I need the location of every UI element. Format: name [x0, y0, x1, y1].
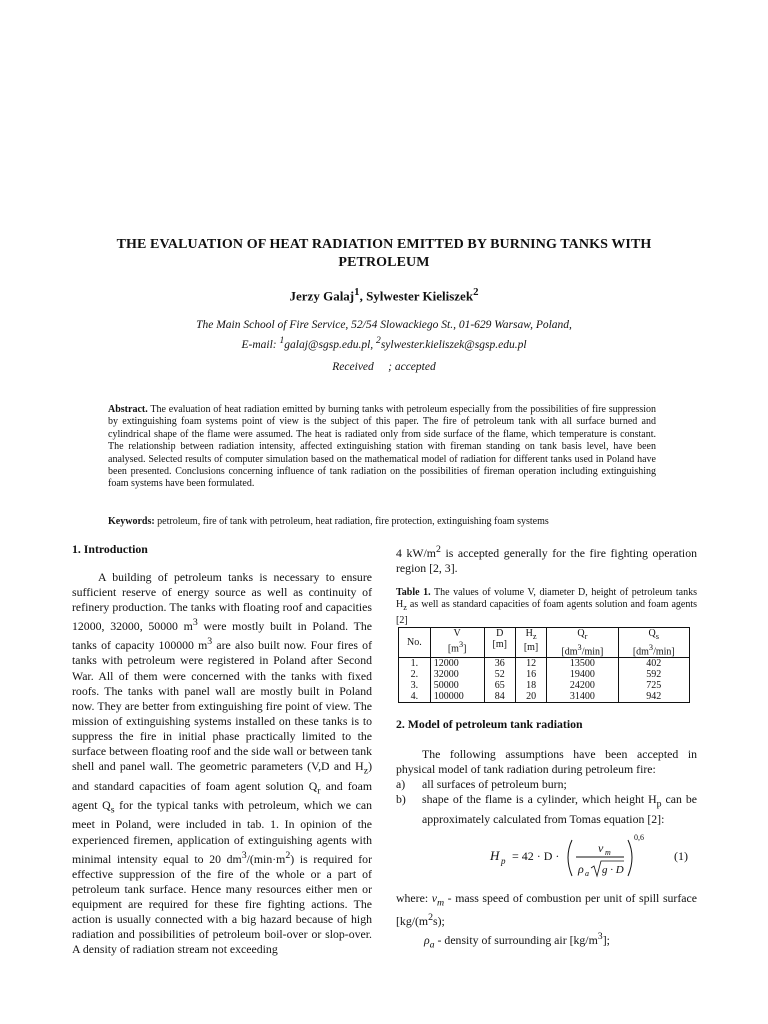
header-hz [515, 627, 546, 657]
sup: 2 [428, 912, 434, 924]
cell-hz: 12 [515, 658, 546, 670]
author-2: Sylwester Kieliszek [366, 288, 474, 304]
eq-lhs-sub: p [501, 856, 506, 866]
sup: 3 [458, 639, 464, 649]
text-run: and foam agent Q [72, 778, 372, 812]
text-run: [m [447, 643, 459, 655]
eq-den-rho: ρ [578, 862, 584, 876]
equation-1 [486, 832, 696, 882]
text-run: D [496, 627, 504, 639]
cell-qs: 725 [618, 680, 689, 691]
text-run: were mostly built in Poland. The tanks of capacity 100000 m [72, 619, 372, 653]
text-run: A building of petroleum tanks is necessary to ensure sufficient reserve of energy source as well as continuity of refinery production. The tanks with floating roof and capacities 12000, 32000, 50000 m [72, 570, 372, 634]
text-run: - density of surrounding air [kg/m [434, 933, 598, 948]
radiation-limit-text [396, 542, 697, 576]
text-run: are also built now. Four fires of tanks with petroleum were registered in Poland after Second War. All of them were concerned with the tanks with fixed roofs. The tanks with panel wall are mostly built in Poland now. They are better from extinguishing fire point of view. The mission of extinguishing systems installed on these tanks is to suppress the fire in initial phase practically limited to the surface between floating roof and the side wall or between tank shell and panel wall. The geometric parameters (V,D and H [72, 638, 372, 774]
text-run: [dm [561, 646, 578, 658]
cell-no: 4. [399, 691, 431, 703]
cell-hz: 18 [515, 680, 546, 691]
sub: z [532, 631, 537, 641]
cell-v: 32000 [430, 669, 484, 680]
sub: z [363, 765, 369, 777]
caption-label: Table 1. [396, 587, 431, 599]
cell-qs: 402 [618, 658, 689, 670]
eq-left-paren [568, 840, 572, 876]
section-1-paragraph [72, 570, 372, 957]
list-text [422, 792, 697, 827]
eq-num: v [598, 841, 604, 855]
email-1: galaj@sgsp.edu.pl, [284, 338, 377, 351]
sub: p [656, 798, 662, 810]
header-v [430, 627, 484, 657]
section-1-heading: 1. Introduction [72, 542, 148, 556]
author-1-affil: 1 [354, 286, 360, 298]
title-line-2: PETROLEUM [338, 255, 430, 270]
cell-qr: 24200 [547, 680, 618, 691]
text-run: can be approximately calculated from Tomas equation [2]: [422, 792, 697, 826]
table-1-caption [396, 587, 697, 627]
eq-coef: = 42 · D · [512, 849, 560, 863]
list-label: b) [396, 792, 406, 807]
keywords [108, 516, 656, 528]
equation-where [396, 891, 697, 953]
abstract-text: The evaluation of heat radiation emitted by burning tanks with petroleum especially from the possibilities of fire suppression by extinguishing foam systems point of view is the subject of this paper. The fire of petroleum tank with all surface burned and cylindrical shape of the flame were assumed. The heat is radiated only from side surface of the flame, which temperature is constant. The relationship between radiation intensity, affected extinguishing station with fireman standing on tank basis level, have been analysed. Selected results of computer simulation based on the mathematical model of radiation for different tanks used in Poland have been presented. Conclusions concerning influence of tank radiation on the possibilities of fireman operation including extinguishing foam systems have been formulated. [108, 404, 656, 490]
equation-graphic [486, 832, 696, 882]
text-run: /(min·m [246, 851, 286, 866]
affiliation-emails [60, 333, 708, 353]
sub: a [429, 939, 435, 951]
author-1: Jerzy Galaj [289, 288, 355, 304]
text-run: /min] [581, 646, 604, 658]
affiliation [60, 318, 708, 353]
sup: 2 [285, 849, 291, 861]
cell-d: 84 [484, 691, 515, 703]
where-vm [396, 891, 697, 929]
eq-num-sub: m [605, 848, 611, 857]
sub: s [655, 631, 660, 641]
text-run: where: [396, 891, 432, 905]
table-row [399, 669, 690, 680]
affiliation-address: The Main School of Fire Service, 52/54 Slowackiego St., 01-629 Warsaw, Poland, [196, 319, 572, 331]
authors [60, 286, 708, 304]
keywords-label: Keywords: [108, 516, 155, 527]
table-header-row [399, 627, 690, 657]
cell-v: 50000 [430, 680, 484, 691]
text-run: shape of the flame is a cylinder, which height H [422, 792, 657, 807]
abstract [108, 404, 656, 491]
cell-qr: 31400 [547, 691, 618, 703]
text-run: Q [648, 627, 656, 639]
text-run: ]; [602, 933, 610, 948]
table-row [399, 658, 690, 670]
text-run: ] [463, 643, 467, 655]
cell-no: 3. [399, 680, 431, 691]
column-left [72, 542, 372, 957]
eq-lhs: H [490, 848, 500, 863]
header-qs [618, 627, 689, 657]
text-run: as well as standard capacities of foam agents solution and foam agents [2] [396, 599, 697, 626]
cell-d: 52 [484, 669, 515, 680]
sup: 2 [435, 544, 441, 555]
sub: r [584, 631, 588, 641]
author-2-affil: 2 [473, 286, 479, 298]
cell-qs: 592 [618, 669, 689, 680]
cell-d: 65 [484, 680, 515, 691]
list-text: all surfaces of petroleum burn; [422, 777, 567, 792]
email-prefix: E-mail: [241, 338, 280, 351]
paper-title [60, 236, 708, 272]
text-run: [m] [492, 638, 507, 650]
text-run: V [453, 627, 461, 639]
eq-den-sqrt: g · D [602, 864, 624, 876]
sub: z [403, 603, 407, 613]
cell-qr: 19400 [547, 669, 618, 680]
sub: r [317, 784, 321, 796]
text-run: s); [433, 914, 445, 929]
text-run: [dm [632, 646, 649, 658]
text-run: The values of volume V, diameter D, height of petroleum tanks H [396, 587, 698, 611]
sup: 3 [597, 931, 603, 943]
eq-number: (1) [674, 849, 688, 863]
list-label: a) [396, 777, 406, 792]
sup: 3 [577, 642, 582, 652]
cell-v: 100000 [430, 691, 484, 703]
sub: m [436, 897, 445, 909]
section-2-intro: The following assumptions have been accepted in physical model of tank radiation during petroleum fire: [396, 747, 697, 777]
email-2-sup: 2 [376, 335, 381, 346]
text-run: [m] [523, 641, 539, 653]
header-d [484, 627, 515, 657]
cell-qr: 13500 [547, 658, 618, 670]
cell-no: 1. [399, 658, 431, 670]
where-rho [396, 929, 697, 952]
symbol: ρ [424, 933, 430, 948]
eq-right-paren [628, 840, 632, 876]
list-item [396, 777, 697, 792]
text-run: H [525, 627, 533, 639]
text-run: ) and standard capacities of foam agent solution Q [72, 759, 372, 793]
text-run: is accepted generally for the fire fighting operation region [2, 3]. [396, 545, 697, 576]
table-row [399, 691, 690, 703]
text-run: /min] [653, 646, 675, 658]
cell-hz: 20 [515, 691, 546, 703]
header-no: No. [399, 627, 431, 657]
text-run: for the typical tanks with petroleum, which we can meet in Poland, were included in tab. 1. In opinion of the experienced firemen, application of extinguishing agents with minimal intensity equal to 20 dm [72, 797, 373, 866]
sup: 3 [241, 849, 247, 861]
sup: 3 [207, 636, 213, 648]
abstract-label: Abstract. [108, 404, 148, 415]
cell-d: 36 [484, 658, 515, 670]
sup: 3 [192, 617, 198, 629]
cell-hz: 16 [515, 669, 546, 680]
text-run: - mass speed of combustion per unit of spill surface [kg/(m [396, 891, 697, 929]
table-row [399, 680, 690, 691]
text-run: 4 kW/m [396, 545, 436, 560]
sup: 3 [648, 642, 654, 652]
sub: s [110, 804, 115, 816]
column-right [396, 542, 697, 827]
symbol: v [431, 891, 437, 905]
section-2-heading: 2. Model of petroleum tank radiation [396, 717, 583, 732]
list-item [396, 792, 697, 827]
keywords-text: petroleum, fire of tank with petroleum, heat radiation, fire protection, extinguishing foam systems [154, 516, 549, 527]
text-run: Q [577, 627, 585, 639]
header-qr [547, 627, 618, 657]
email-1-sup: 1 [279, 335, 285, 346]
received-line: Received ; accepted [332, 361, 436, 373]
email-2: sylwester.kieliszek@sgsp.edu.pl [380, 338, 527, 351]
author-sep: , [359, 288, 367, 304]
title-line-1: THE EVALUATION OF HEAT RADIATION EMITTED BY BURNING TANKS WITH [116, 237, 652, 252]
table-1 [398, 627, 690, 703]
cell-v: 12000 [430, 658, 484, 670]
text-run: ) is required for effective suppression of the fire of the whole or a part of petroleum tank surface. Hence many resources either men or equipment are required for these fire fighting actions. The action is usually connected with a big hazard because of high radiation and possibilities of petroleum boil-over or slop-over. A density of radiation stream not exceeding [72, 851, 373, 957]
cell-qs: 942 [618, 691, 689, 703]
cell-no: 2. [399, 669, 431, 680]
eq-exponent: 0,6 [634, 833, 644, 842]
eq-den-rho-sub: a [585, 869, 589, 878]
